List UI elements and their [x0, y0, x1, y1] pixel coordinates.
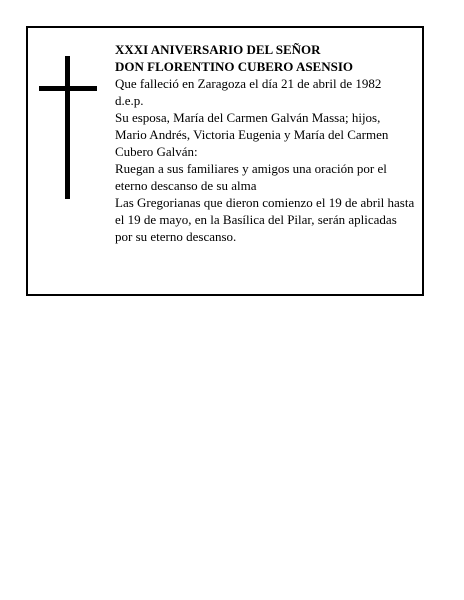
obituary-notice — [26, 26, 424, 296]
cross-vertical-bar — [65, 56, 70, 199]
gregorian-text: Las Gregorianas que dieron comienzo el 19 de abril hasta el 19 de mayo, en la Basílica del Pilar, serán aplicadas por su eterno descanso. — [115, 195, 415, 244]
notice-title-line2: DON FLORENTINO CUBERO ASENSIO — [115, 59, 354, 74]
notice-text — [115, 41, 415, 245]
family-text: Su esposa, María del Carmen Galván Massa; hijos, Mario Andrés, Victoria Eugenia y María del Carmen Cubero Galván: — [115, 110, 389, 159]
notice-title-line1: XXXI ANIVERSARIO DEL SEÑOR — [115, 42, 321, 57]
death-info: Que falleció en Zaragoza el día 21 de abril de 1982 — [115, 76, 382, 91]
cross-icon — [39, 56, 97, 199]
cross-horizontal-bar — [39, 86, 97, 91]
request-text: Ruegan a sus familiares y amigos una oración por el eterno descanso de su alma — [115, 161, 387, 193]
rip-text: d.e.p. — [115, 93, 144, 108]
